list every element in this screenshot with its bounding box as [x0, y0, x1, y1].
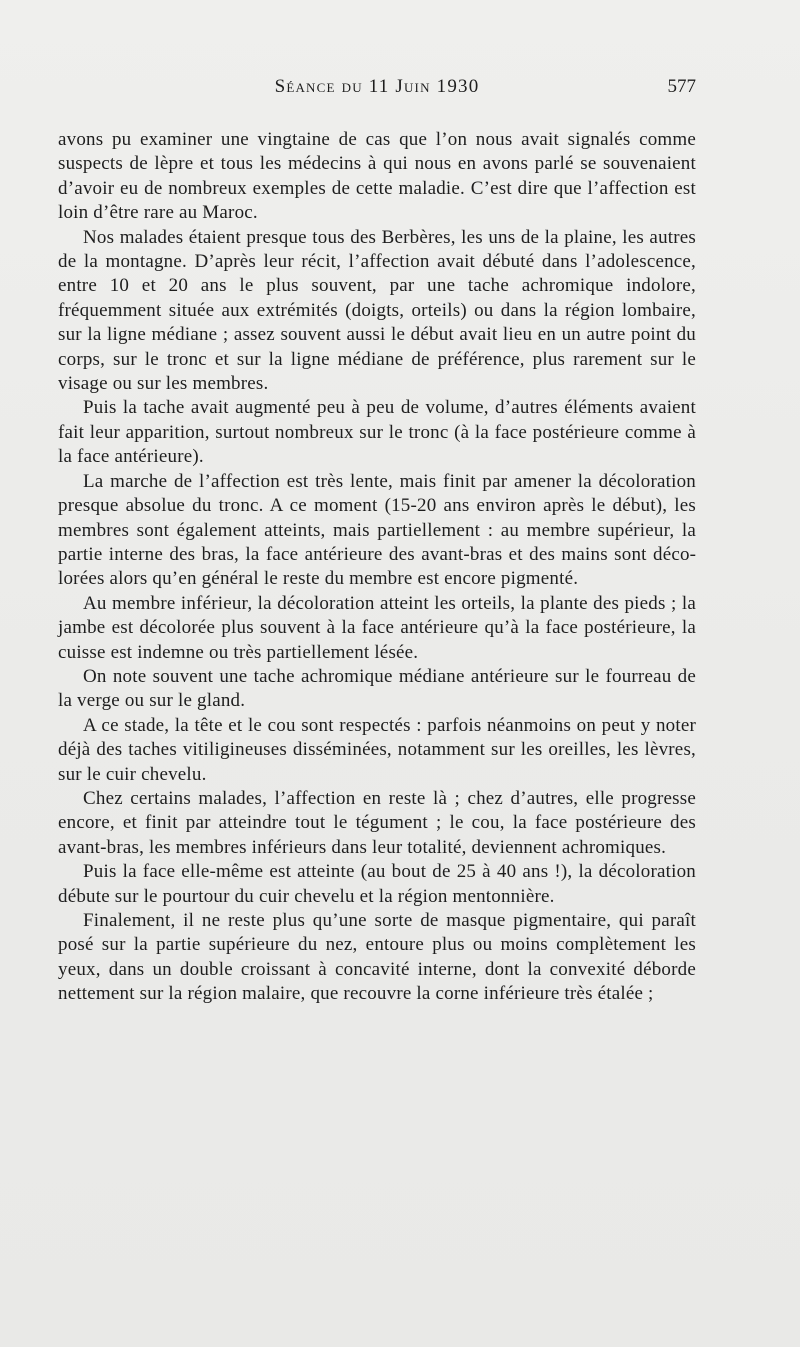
paragraph-continued: avons pu examiner une vingtaine de cas que l’on nous avait signalés comme suspects de lèpre et tous les médecins à qui nous en avons parlé se souvenaient d’avoir eu de nombreux exemples de cette maladie. C’est dire que l’affection est loin d’être rare au Maroc.: [58, 129, 696, 224]
paragraph: Chez certains malades, l’affection en reste là ; chez d’autres, elle progresse encore, et finit par atteindre tout le tégument ; le cou, la face postérieure des avant-bras, les membres inférieurs dans leur totalité, deviennent achromiques.: [58, 787, 696, 858]
running-title: Séance du 11 Juin 1930: [274, 76, 480, 97]
paragraph: La marche de l’affection est très lente, mais finit par amener la décoloration presque absolue du tronc. A ce moment (15-20 ans environ après le début), les membres sont également atteints, mais partiellement : au membre supérieur, la partie interne des bras, la face antérieure des avant-bras et des mains sont décolorées alors qu’en général le reste du membre est encore pigmenté.: [58, 470, 696, 590]
running-head: [58, 76, 696, 104]
paragraph: A ce stade, la tête et le cou sont respectés : parfois néanmoins on peut y noter déjà des taches vitiligineuses disséminées, notamment sur les oreilles, les lèvres, sur le cuir chevelu.: [58, 714, 696, 785]
paragraph: Puis la tache avait augmenté peu à peu de volume, d’autres éléments avaient fait leur apparition, surtout nombreux sur le tronc (à la face postérieure comme à la face antérieure).: [58, 397, 696, 468]
page-number: 577: [667, 76, 696, 97]
paragraph: Finalement, il ne reste plus qu’une sorte de masque pigmentaire, qui paraît posé sur la partie supérieure du nez, entoure plus ou moins complètement les yeux, dans un double croissant à concavité interne, dont la convexité déborde nettement sur la région malaire, que recouvre la corne inférieure très étalée ;: [58, 910, 696, 1005]
paragraph: Nos malades étaient presque tous des Berbères, les uns de la plaine, les autres de la montagne. D’après leur récit, l’affection avait débuté dans l’adolescence, entre 10 et 20 ans le plus souvent, par une tache achromique indolore, fréquemment située aux extrémités (doigts, orteils) ou dans la région lombaire, sur la ligne médiane ; assez souvent aussi le début avait lieu en un autre point du corps, sur le tronc et sur la ligne médiane de préférence, plus rarement sur le visage ou sur les membres.: [58, 226, 696, 395]
body-text: [58, 128, 696, 1007]
paragraph: On note souvent une tache achromique médiane antérieure sur le fourreau de la verge ou sur le gland.: [58, 665, 696, 712]
paragraph: Puis la face elle-même est atteinte (au bout de 25 à 40 ans !), la décoloration débute sur le pourtour du cuir chevelu et la région mentonnière.: [58, 861, 696, 907]
paragraph: Au membre inférieur, la décoloration atteint les orteils, la plante des pieds ; la jambe est décolorée plus souvent à la face antérieure qu’à la face postérieure, la cuisse est indemne ou très partiellement lésée.: [58, 592, 696, 663]
